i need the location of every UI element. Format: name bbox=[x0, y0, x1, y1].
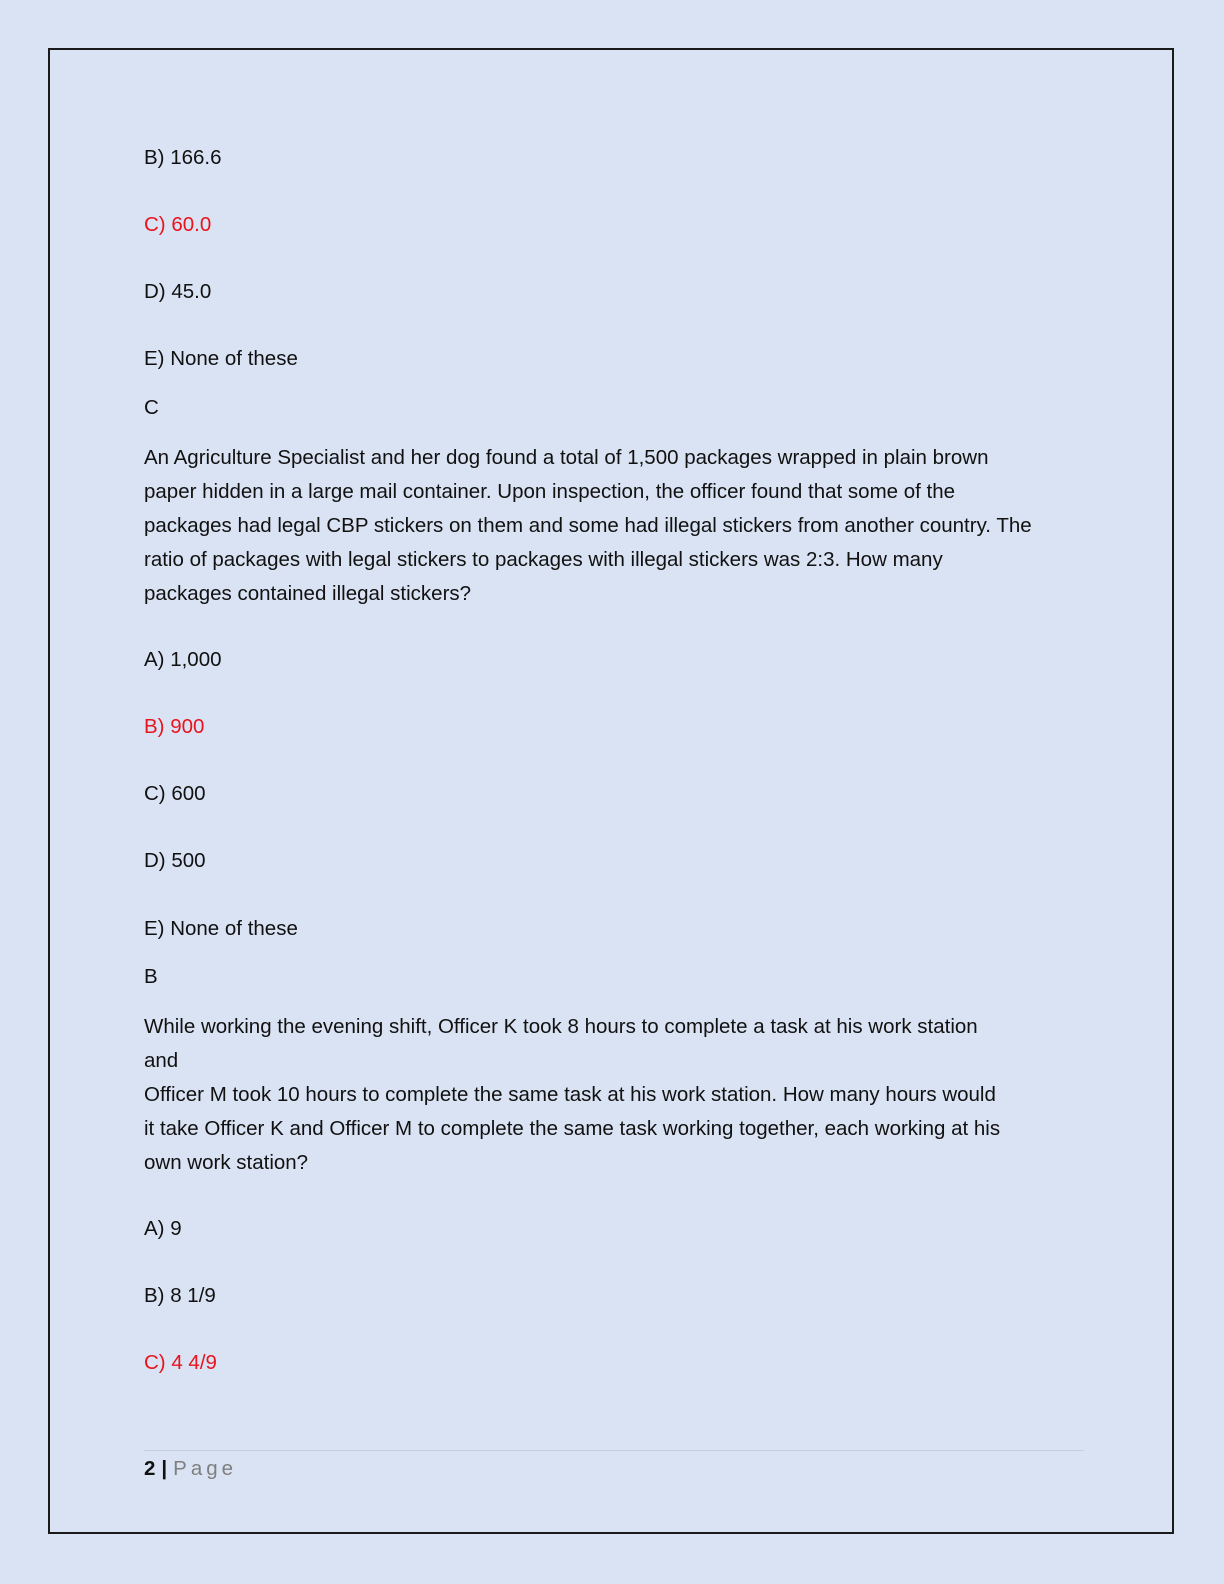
q1-answer-key: C bbox=[144, 396, 159, 419]
page-label: Page bbox=[173, 1457, 238, 1480]
q2-option-a: A) 1,000 bbox=[144, 648, 222, 671]
q2-question-line: ratio of packages with legal stickers to packages with illegal stickers was 2:3. How many bbox=[144, 548, 943, 571]
q2-question-line: packages contained illegal stickers? bbox=[144, 582, 472, 605]
q1-option-d: D) 45.0 bbox=[144, 280, 212, 303]
q2-question-line: paper hidden in a large mail container. Upon inspection, the officer found that some of the bbox=[144, 480, 956, 503]
q2-option-d: D) 500 bbox=[144, 849, 206, 872]
q1-option-e: E) None of these bbox=[144, 347, 298, 370]
q3-question-line: While working the evening shift, Officer K took 8 hours to complete a task at his work station bbox=[144, 1015, 978, 1038]
q3-option-b: B) 8 1/9 bbox=[144, 1284, 216, 1307]
q2-option-c: C) 600 bbox=[144, 782, 206, 805]
q3-question-line: and bbox=[144, 1049, 179, 1072]
q2-question-line: An Agriculture Specialist and her dog found a total of 1,500 packages wrapped in plain brown bbox=[144, 446, 989, 469]
q3-question-line: Officer M took 10 hours to complete the same task at his work station. How many hours would bbox=[144, 1083, 996, 1106]
page-border bbox=[48, 48, 1174, 1534]
page-number: 2 bbox=[144, 1457, 156, 1480]
q1-option-c-highlighted: C) 60.0 bbox=[144, 213, 212, 236]
q3-question-text bbox=[144, 1010, 1084, 1180]
q3-question-line: it take Officer K and Officer M to complete the same task working together, each working at his bbox=[144, 1117, 1001, 1140]
footer-separator: | bbox=[161, 1457, 168, 1480]
page-footer bbox=[144, 1454, 237, 1484]
q2-question-line: packages had legal CBP stickers on them and some had illegal stickers from another country. The bbox=[144, 514, 1032, 537]
q3-option-c-highlighted: C) 4 4/9 bbox=[144, 1351, 217, 1374]
q2-option-b-highlighted: B) 900 bbox=[144, 715, 205, 738]
footer-divider bbox=[144, 1450, 1084, 1451]
q1-option-b: B) 166.6 bbox=[144, 146, 222, 169]
q2-question-text bbox=[144, 441, 1084, 611]
q2-option-e: E) None of these bbox=[144, 917, 298, 940]
q3-question-line: own work station? bbox=[144, 1151, 309, 1174]
q2-answer-key: B bbox=[144, 965, 158, 988]
q3-option-a: A) 9 bbox=[144, 1217, 182, 1240]
